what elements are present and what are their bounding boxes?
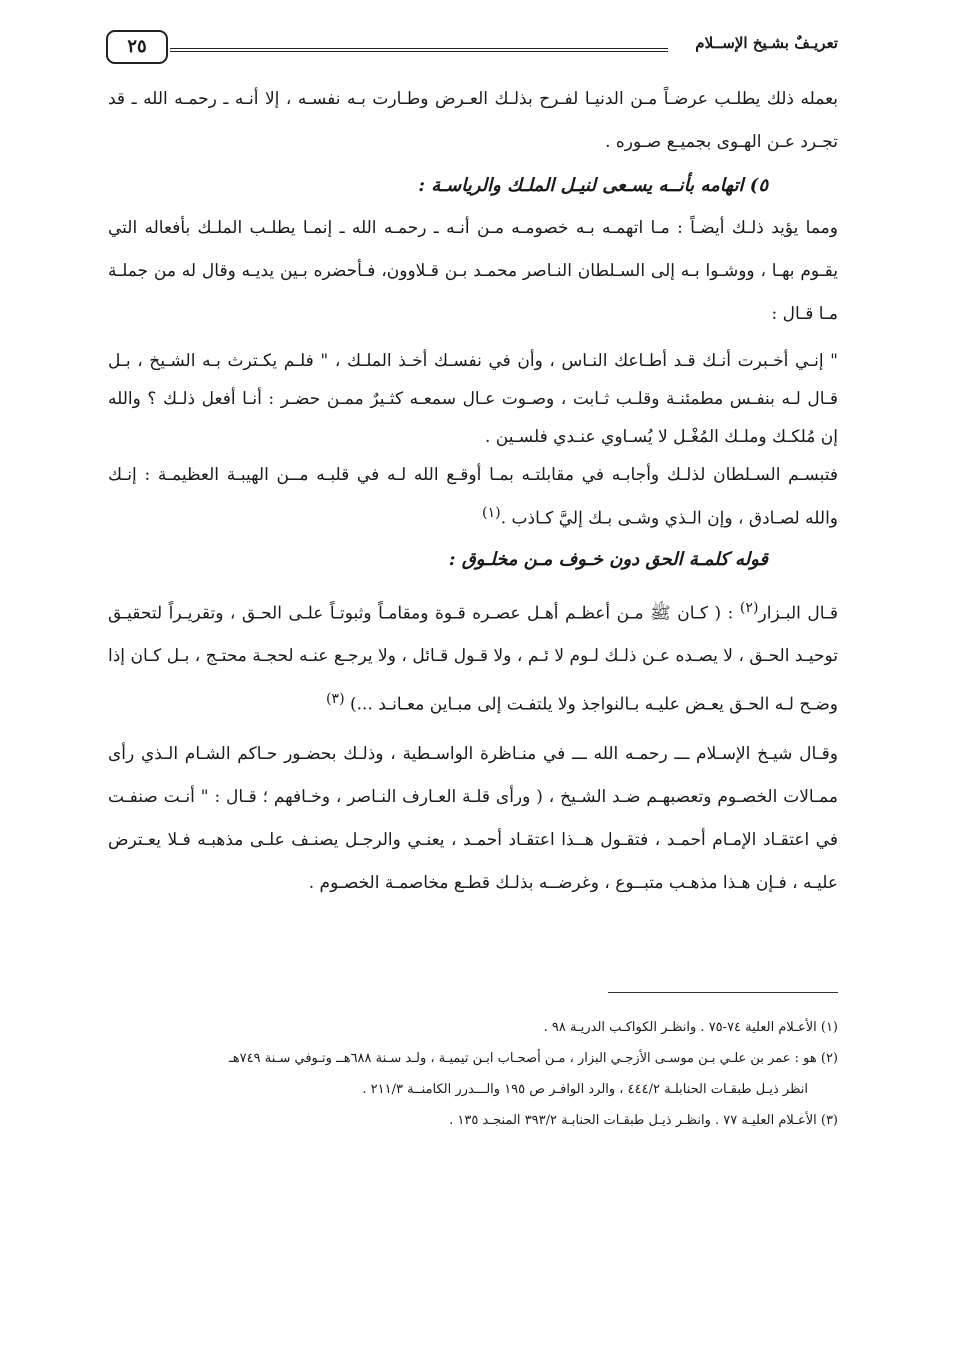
header-rule	[170, 48, 668, 52]
paragraph-2: ومما يؤيد ذلـك أيضـاً : مـا اتهمـه بـه خصومـه مـن أنـه ـ رحمـه الله ـ إنمـا يطلـب الملـك بأفعاله التي يقـوم بهـا ، ووشـوا بـه إلى السـلطان النـاصر محمـد بـن قـلاوون، فـأحضره بـين يديـه وقال له من جملـة مـا قـال :	[108, 218, 838, 324]
running-title: تعريـفٌ بشـيخ الإســلام	[695, 34, 838, 52]
running-header	[106, 30, 838, 68]
section-heading-accusation: ٥) اتهامه بأنــه يسـعى لنيـل الملـك والرياسـة :	[418, 175, 768, 196]
footnote-ref-2[interactable]: (٢)	[739, 599, 759, 616]
section-heading-truth: قوله كلمـة الحق دون خـوف مـن مخلـوق :	[448, 548, 768, 570]
paragraph-4-text: فتبسـم السـلطان لذلـك وأجابـه في مقابلتـه بمـا أوقـع الله لـه في قلبـه مــن الهيبـة العظيمـة : إنـك والله لصـادق ، وإن الـذي وشـى بـك إليَّ كـاذب .	[108, 465, 838, 529]
paragraph-4	[108, 456, 838, 538]
paragraph-6: وقـال شيـخ الإسـلام ـــ رحمـه الله ـــ في منـاظرة الواسـطية ، وذلـك بحضـور حـاكم الشـام الـذي رأى ممـالات الخصـوم وتعصبهـم ضـد الشـيخ ، ( ورأى قلـة العـارف النـاصر ، وخـافهم ؛ قـال : " أنـت صنفـت في اعتقـاد الإمـام أحمـد ، فتقـول هــذا اعتقـاد أحمـد ، يعنـي والرجـل يصنـف علـى مذهبـه فـلا يعـترض عليـه ، فـإن هـذا مذهـب متبــوع ، وغرضــه بذلـك قطـع مخاصمـة الخصـوم .	[108, 743, 838, 893]
page-number: ٢٥	[106, 30, 168, 64]
paragraph-5	[108, 587, 838, 727]
footnote-ref-3[interactable]: (٣)	[325, 691, 345, 708]
paragraph-5-lead: قـال البـزار	[758, 603, 838, 624]
main-text	[108, 78, 838, 905]
footnote-2-continued: انظر ذيـل طبقـات الحنابلـة ٤٤٤/٢ ، والرد الوافـر ص ١٩٥ والـــدرر الكامنــة ٢١١/٣ .	[362, 1082, 808, 1097]
footnote-ref-1[interactable]: (١)	[482, 505, 501, 521]
footnote-2: (٢) هو : عمر بن علـي بـن موسـى الأزجـي البزار ، مـن أصحـاب ابـن تيميـة ، ولـد سـنة ٦٨٨هــ وتـوفي سـنة ٧٤٩هـ	[229, 1051, 838, 1066]
footnote-1: (١) الأعـلام العلية ٧٤-٧٥ . وانظـر الكواكـب الدريـة ٩٨ .	[543, 1020, 838, 1035]
footnotes	[108, 1012, 838, 1136]
footnote-3: (٣) الأعـلام العليـة ٧٧ . وانظـر ذيـل طبقـات الحنابـة ٣٩٣/٢ المنجـد ١٣٥ .	[449, 1113, 838, 1128]
paragraph-1: بعمله ذلك يطلـب عرضـاً مـن الدنيـا لفـرح بذلـك العـرض وطـارت بـه نفسـه ، إلا أنـه ـ رحمـه الله ـ قد تجـرد عـن الهـوى بجميـع صـوره .	[108, 89, 838, 152]
paragraph-5-text: : ( كـان ﷺ مـن أعظـم أهـل عصـره قـوة ومقامـاً وثبوتـاً علـى الحـق ، وتقريـراً لتحقيـق توحيـد الحـق ، لا يصـده عـن ذلـك لـوم لا ئـم ، ولا قـول قـائل ، ولا يرجـع عنـه لحجـة محتـج ، بـل كـان إذا وضـح لـه الحـق يعـض عليـه بـالنواجذ ولا يلتفـت إلى مبـاين معـانـد ...)	[108, 603, 838, 715]
paragraph-3-quote: " إنـي أخـبرت أنـك قـد أطـاعك النـاس ، وأن في نفسـك أخـذ الملـك ، " فلـم يكـترث بـه الشـيخ ، بـل قـال لـه بنفـس مطمئنـة وقلـب ثـابت ، وصـوت عـال سمعـه كثـيرٌ ممـن حضـر : أنـا أفعل ذلـك ؟ والله إن مُلكـك وملـك المُغْـل لا يُسـاوي عنـدي فلسـين .	[108, 351, 838, 447]
footnote-separator	[608, 992, 838, 993]
